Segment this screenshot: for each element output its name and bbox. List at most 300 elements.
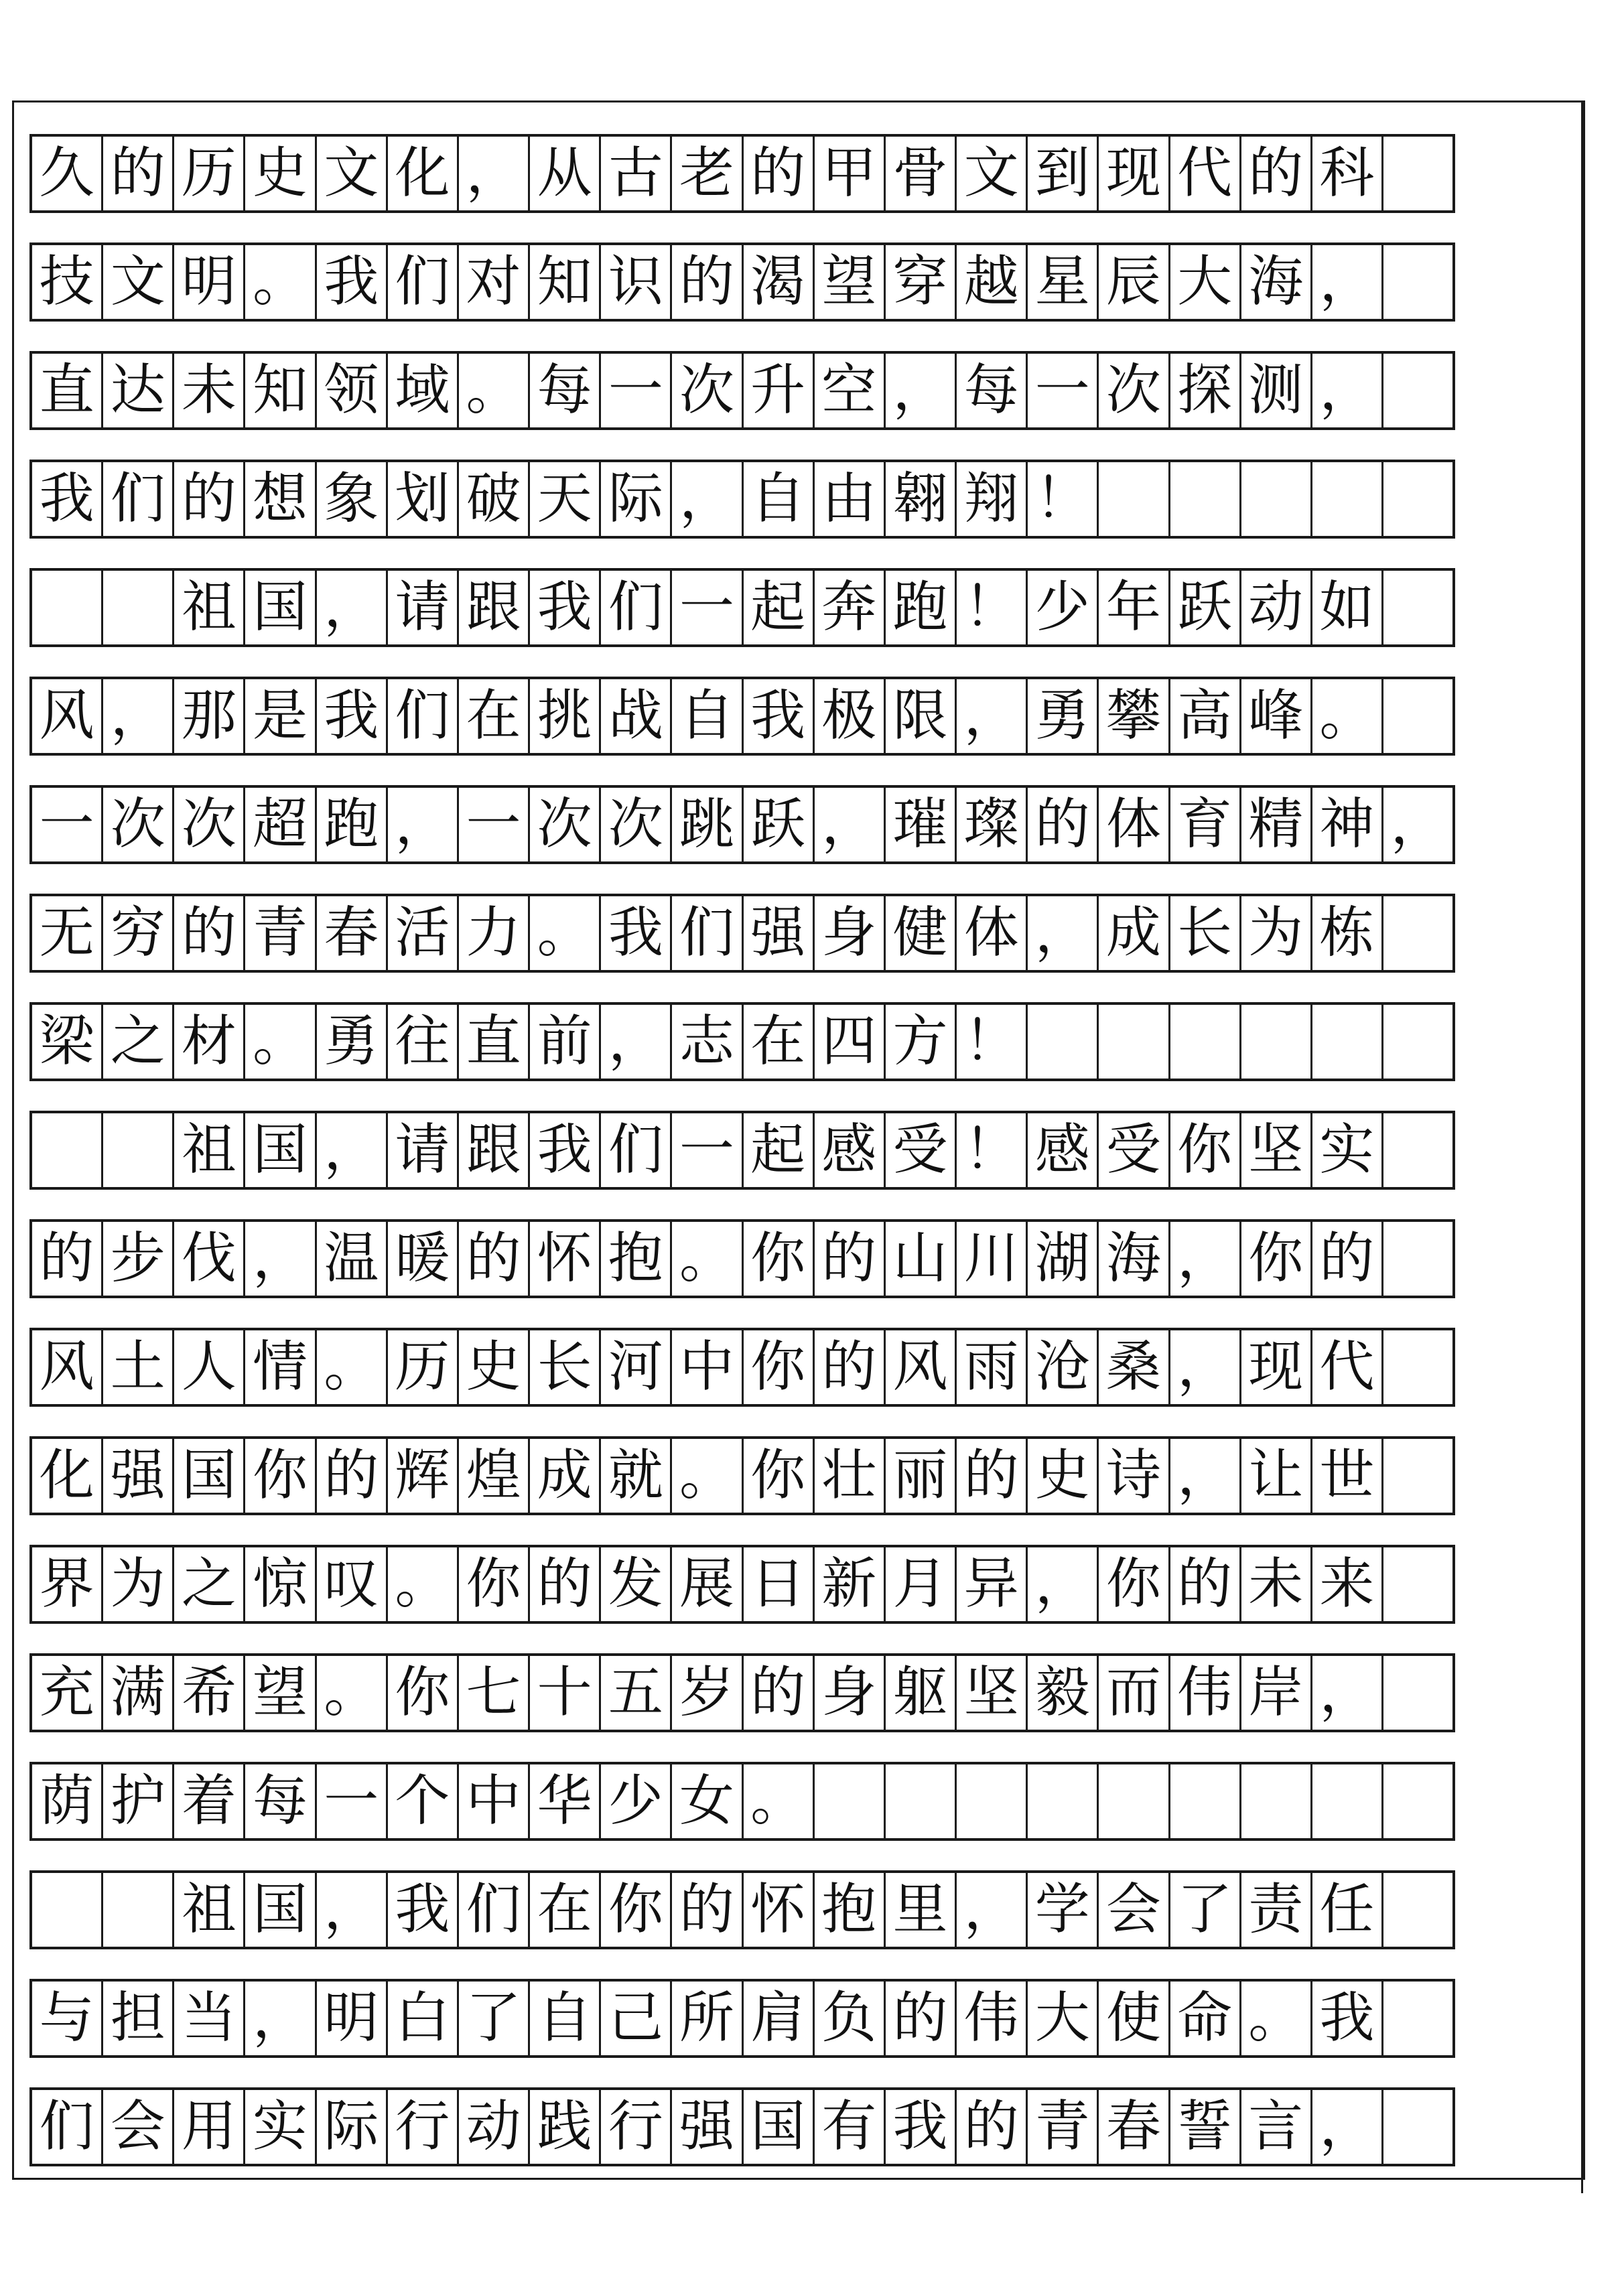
grid-row bbox=[29, 1002, 1455, 1081]
grid-cell: 未 bbox=[174, 354, 245, 427]
grid-cell: 知 bbox=[530, 245, 601, 319]
grid-cell: 护 bbox=[103, 1764, 174, 1838]
grid-cell: 月 bbox=[886, 1547, 957, 1621]
grid-cell: 会 bbox=[1099, 1873, 1170, 1947]
grid-cell: 材 bbox=[174, 1005, 245, 1079]
grid-cell: 国 bbox=[245, 1873, 316, 1947]
grid-cell: 一 bbox=[672, 571, 743, 644]
grid-cell bbox=[1383, 137, 1452, 210]
grid-cell: 山 bbox=[886, 1222, 957, 1296]
grid-cell: 文 bbox=[103, 245, 174, 319]
grid-cell: 在 bbox=[744, 1005, 815, 1079]
grid-cell bbox=[1241, 462, 1312, 536]
grid-cell bbox=[103, 571, 174, 644]
grid-cell: 叹 bbox=[317, 1547, 388, 1621]
grid-row bbox=[29, 242, 1455, 322]
grid-cell: 化 bbox=[32, 1439, 103, 1513]
grid-cell: 探 bbox=[1170, 354, 1241, 427]
grid-cell: 神 bbox=[1312, 788, 1383, 861]
grid-cell: 我 bbox=[317, 245, 388, 319]
grid-cell: 风 bbox=[32, 1330, 103, 1404]
grid-cell: 星 bbox=[1028, 245, 1099, 319]
grid-cell: 强 bbox=[103, 1439, 174, 1513]
grid-cell: 奔 bbox=[815, 571, 886, 644]
grid-cell: 在 bbox=[530, 1873, 601, 1947]
grid-cell bbox=[1383, 1982, 1452, 2055]
grid-cell: 起 bbox=[744, 571, 815, 644]
grid-cell: ， bbox=[886, 354, 957, 427]
grid-cell: 。 bbox=[1312, 679, 1383, 753]
grid-cell: 的 bbox=[32, 1222, 103, 1296]
grid-cell: 次 bbox=[530, 788, 601, 861]
grid-cell: 的 bbox=[1170, 1547, 1241, 1621]
grid-cell: 践 bbox=[530, 2090, 601, 2164]
grid-cell: 肩 bbox=[744, 1982, 815, 2055]
grid-cell: 们 bbox=[388, 679, 459, 753]
grid-cell: 希 bbox=[174, 1656, 245, 1730]
grid-cell: 体 bbox=[957, 896, 1028, 970]
grid-cell: 们 bbox=[601, 571, 672, 644]
grid-cell: 。 bbox=[672, 1439, 743, 1513]
grid-cell: 身 bbox=[815, 1656, 886, 1730]
grid-cell: 受 bbox=[1099, 1113, 1170, 1187]
grid-cell: 每 bbox=[957, 354, 1028, 427]
grid-cell: 的 bbox=[672, 1873, 743, 1947]
grid-cell: 科 bbox=[1312, 137, 1383, 210]
grid-cell: ， bbox=[1312, 2090, 1383, 2164]
grid-cell: 责 bbox=[1241, 1873, 1312, 1947]
grid-cell: 璀 bbox=[886, 788, 957, 861]
grid-cell: ， bbox=[245, 1982, 316, 2055]
grid-cell: 辉 bbox=[388, 1439, 459, 1513]
grid-cell bbox=[1028, 1764, 1099, 1838]
grid-cell: 感 bbox=[1028, 1113, 1099, 1187]
grid-cell: ， bbox=[601, 1005, 672, 1079]
grid-cell: 往 bbox=[388, 1005, 459, 1079]
grid-cell: ， bbox=[317, 1873, 388, 1947]
grid-cell: 青 bbox=[1028, 2090, 1099, 2164]
grid-cell: 有 bbox=[815, 2090, 886, 2164]
grid-cell bbox=[1312, 1005, 1383, 1079]
grid-cell: 情 bbox=[245, 1330, 316, 1404]
grid-cell: 充 bbox=[32, 1656, 103, 1730]
grid-cell: 国 bbox=[174, 1439, 245, 1513]
grid-cell: ， bbox=[317, 571, 388, 644]
grid-cell bbox=[1383, 896, 1452, 970]
grid-cell bbox=[1383, 1547, 1452, 1621]
grid-row bbox=[29, 894, 1455, 973]
page-edge bbox=[1573, 100, 1583, 2193]
grid-cell: 史 bbox=[459, 1330, 530, 1404]
grid-cell: 成 bbox=[1099, 896, 1170, 970]
grid-cell: 自 bbox=[530, 1982, 601, 2055]
grid-cell: 璨 bbox=[957, 788, 1028, 861]
grid-row bbox=[29, 1653, 1455, 1732]
grid-cell: 直 bbox=[32, 354, 103, 427]
grid-row bbox=[29, 1545, 1455, 1624]
grid-cell: 限 bbox=[886, 679, 957, 753]
grid-cell: 伐 bbox=[174, 1222, 245, 1296]
grid-cell: 的 bbox=[1312, 1222, 1383, 1296]
grid-cell: ！ bbox=[957, 1005, 1028, 1079]
grid-cell: 想 bbox=[245, 462, 316, 536]
grid-cell: 无 bbox=[32, 896, 103, 970]
grid-cell: 的 bbox=[744, 137, 815, 210]
grid-cell: 在 bbox=[459, 679, 530, 753]
grid-cell: 行 bbox=[601, 2090, 672, 2164]
grid-cell: 技 bbox=[32, 245, 103, 319]
grid-cell: ， bbox=[459, 137, 530, 210]
grid-cell: 五 bbox=[601, 1656, 672, 1730]
grid-cell: 勇 bbox=[1028, 679, 1099, 753]
grid-cell: ， bbox=[1028, 1547, 1099, 1621]
grid-cell: 祖 bbox=[174, 1873, 245, 1947]
grid-cell: 每 bbox=[530, 354, 601, 427]
grid-cell bbox=[1383, 1873, 1452, 1947]
grid-cell: 我 bbox=[388, 1873, 459, 1947]
grid-cell: 新 bbox=[815, 1547, 886, 1621]
grid-cell: 跃 bbox=[1170, 571, 1241, 644]
grid-cell: 是 bbox=[245, 679, 316, 753]
grid-cell bbox=[1241, 1764, 1312, 1838]
grid-cell: 起 bbox=[744, 1113, 815, 1187]
grid-cell: 长 bbox=[1170, 896, 1241, 970]
grid-cell: 的 bbox=[1028, 788, 1099, 861]
grid-cell: 体 bbox=[1099, 788, 1170, 861]
grid-cell: 一 bbox=[672, 1113, 743, 1187]
grid-cell: 国 bbox=[245, 1113, 316, 1187]
grid-cell: ， bbox=[1028, 896, 1099, 970]
grid-cell: 甲 bbox=[815, 137, 886, 210]
grid-cell: 春 bbox=[317, 896, 388, 970]
grid-cell bbox=[1099, 1764, 1170, 1838]
grid-cell: ， bbox=[1390, 792, 1446, 856]
grid-cell: 伟 bbox=[957, 1982, 1028, 2055]
grid-cell: 人 bbox=[174, 1330, 245, 1404]
grid-cell: 与 bbox=[32, 1982, 103, 2055]
grid-cell: 就 bbox=[601, 1439, 672, 1513]
grid-cell: 强 bbox=[672, 2090, 743, 2164]
grid-cell: 历 bbox=[174, 137, 245, 210]
grid-cell: 请 bbox=[388, 571, 459, 644]
grid-cell: ， bbox=[1170, 1439, 1241, 1513]
grid-cell bbox=[1241, 1005, 1312, 1079]
grid-cell: 着 bbox=[174, 1764, 245, 1838]
grid-cell bbox=[1312, 1764, 1383, 1838]
grid-cell: 春 bbox=[1099, 2090, 1170, 2164]
grid-cell: 们 bbox=[459, 1873, 530, 1947]
grid-cell: 次 bbox=[601, 788, 672, 861]
grid-cell: 动 bbox=[1241, 571, 1312, 644]
grid-cell: 我 bbox=[886, 2090, 957, 2164]
grid-cell: 的 bbox=[103, 137, 174, 210]
grid-cell: 的 bbox=[815, 1330, 886, 1404]
grid-cell: 文 bbox=[957, 137, 1028, 210]
grid-cell: 那 bbox=[174, 679, 245, 753]
grid-cell: 一 bbox=[1028, 354, 1099, 427]
grid-cell: 而 bbox=[1099, 1656, 1170, 1730]
grid-cell bbox=[1383, 1764, 1452, 1838]
grid-cell: ， bbox=[672, 462, 743, 536]
grid-cell: 达 bbox=[103, 354, 174, 427]
grid-cell: 直 bbox=[459, 1005, 530, 1079]
grid-cell: 我 bbox=[1312, 1982, 1383, 2055]
grid-cell: 的 bbox=[1241, 137, 1312, 210]
grid-cell: 的 bbox=[815, 1222, 886, 1296]
grid-cell: 誓 bbox=[1170, 2090, 1241, 2164]
grid-cell: 实 bbox=[245, 2090, 316, 2164]
grid-cell bbox=[1170, 462, 1241, 536]
grid-cell: 土 bbox=[103, 1330, 174, 1404]
grid-cell: 育 bbox=[1170, 788, 1241, 861]
grid-cell: 煌 bbox=[459, 1439, 530, 1513]
grid-cell: 峰 bbox=[1241, 679, 1312, 753]
grid-cell: 健 bbox=[886, 896, 957, 970]
grid-cell: 明 bbox=[317, 1982, 388, 2055]
grid-cell bbox=[1383, 354, 1452, 427]
grid-cell bbox=[1383, 679, 1452, 753]
grid-cell: 七 bbox=[459, 1656, 530, 1730]
grid-cell: 中 bbox=[672, 1330, 743, 1404]
grid-cell bbox=[32, 1873, 103, 1947]
grid-cell: 你 bbox=[601, 1873, 672, 1947]
grid-cell: 骨 bbox=[886, 137, 957, 210]
grid-cell: 。 bbox=[317, 1330, 388, 1404]
grid-cell: 自 bbox=[672, 679, 743, 753]
grid-cell: 未 bbox=[1241, 1547, 1312, 1621]
grid-cell: 己 bbox=[601, 1982, 672, 2055]
grid-cell: 世 bbox=[1312, 1439, 1383, 1513]
grid-cell: 识 bbox=[601, 245, 672, 319]
grid-cell: 跃 bbox=[744, 788, 815, 861]
grid-cell: 十 bbox=[530, 1656, 601, 1730]
grid-cell: 跳 bbox=[672, 788, 743, 861]
grid-cell: 受 bbox=[886, 1113, 957, 1187]
grid-cell: 。 bbox=[672, 1222, 743, 1296]
grid-cell: 用 bbox=[174, 2090, 245, 2164]
grid-cell: 我 bbox=[530, 1113, 601, 1187]
grid-cell: 。 bbox=[459, 354, 530, 427]
grid-cell: 志 bbox=[672, 1005, 743, 1079]
grid-cell: 抱 bbox=[815, 1873, 886, 1947]
grid-cell: 跑 bbox=[317, 788, 388, 861]
grid-cell: 一 bbox=[459, 788, 530, 861]
grid-cell: 海 bbox=[1241, 245, 1312, 319]
grid-cell: 里 bbox=[886, 1873, 957, 1947]
grid-cell: 年 bbox=[1099, 571, 1170, 644]
grid-cell: 你 bbox=[388, 1656, 459, 1730]
grid-cell: 梁 bbox=[32, 1005, 103, 1079]
grid-cell: 我 bbox=[601, 896, 672, 970]
grid-cell: 毅 bbox=[1028, 1656, 1099, 1730]
grid-cell: 坚 bbox=[957, 1656, 1028, 1730]
grid-cell bbox=[1170, 1764, 1241, 1838]
grid-cell: 抱 bbox=[601, 1222, 672, 1296]
grid-cell bbox=[1099, 462, 1170, 536]
grid-cell: 久 bbox=[32, 137, 103, 210]
grid-row bbox=[29, 785, 1455, 864]
grid-cell: 的 bbox=[530, 1547, 601, 1621]
grid-cell: 荫 bbox=[32, 1764, 103, 1838]
grid-cell bbox=[815, 1764, 886, 1838]
grid-cell: 所 bbox=[672, 1982, 743, 2055]
grid-cell: 祖 bbox=[174, 1113, 245, 1187]
grid-cell: 岁 bbox=[672, 1656, 743, 1730]
grid-cell: ！ bbox=[957, 1113, 1028, 1187]
grid-cell: ， bbox=[815, 788, 886, 861]
grid-cell: 让 bbox=[1241, 1439, 1312, 1513]
grid-cell: 升 bbox=[744, 354, 815, 427]
grid-cell: 一 bbox=[601, 354, 672, 427]
grid-cell: 的 bbox=[174, 896, 245, 970]
grid-cell: 会 bbox=[103, 2090, 174, 2164]
grid-cell: 。 bbox=[317, 1656, 388, 1730]
grid-cell: 代 bbox=[1312, 1330, 1383, 1404]
grid-cell: 望 bbox=[815, 245, 886, 319]
grid-cell: 之 bbox=[174, 1547, 245, 1621]
grid-cell: 学 bbox=[1028, 1873, 1099, 1947]
grid-cell: 化 bbox=[388, 137, 459, 210]
grid-cell bbox=[103, 1873, 174, 1947]
grid-cell: 行 bbox=[388, 2090, 459, 2164]
grid-cell: 超 bbox=[245, 788, 316, 861]
grid-cell: ， bbox=[957, 1873, 1028, 1947]
grid-cell: 惊 bbox=[245, 1547, 316, 1621]
grid-cell: 河 bbox=[601, 1330, 672, 1404]
grid-cell: ， bbox=[317, 1113, 388, 1187]
grid-cell: 穷 bbox=[103, 896, 174, 970]
grid-cell: 躯 bbox=[886, 1656, 957, 1730]
grid-cell: 使 bbox=[1099, 1982, 1170, 2055]
grid-cell: 次 bbox=[174, 788, 245, 861]
grid-cell: 破 bbox=[459, 462, 530, 536]
grid-cell: 如 bbox=[1312, 571, 1383, 644]
grid-cell: 任 bbox=[1312, 1873, 1383, 1947]
grid-cell: 你 bbox=[245, 1439, 316, 1513]
grid-cell: 。 bbox=[1241, 1982, 1312, 2055]
grid-cell: 国 bbox=[744, 2090, 815, 2164]
grid-cell: 你 bbox=[744, 1439, 815, 1513]
grid-cell bbox=[1383, 1439, 1452, 1513]
grid-cell: 你 bbox=[1241, 1222, 1312, 1296]
grid-cell: ， bbox=[388, 788, 459, 861]
grid-cell: 的 bbox=[886, 1982, 957, 2055]
grid-cell: ， bbox=[1312, 1656, 1383, 1730]
grid-cell: 前 bbox=[530, 1005, 601, 1079]
grid-cell: 温 bbox=[317, 1222, 388, 1296]
grid-cell: 四 bbox=[815, 1005, 886, 1079]
grid-cell: 命 bbox=[1170, 1982, 1241, 2055]
grid-cell: 历 bbox=[388, 1330, 459, 1404]
grid-cell: 海 bbox=[1099, 1222, 1170, 1296]
grid-cell: 国 bbox=[245, 571, 316, 644]
grid-cell bbox=[1028, 1005, 1099, 1079]
grid-cell: 你 bbox=[1170, 1113, 1241, 1187]
grid-cell: 由 bbox=[815, 462, 886, 536]
grid-cell: 际 bbox=[317, 2090, 388, 2164]
grid-cell: 领 bbox=[317, 354, 388, 427]
grid-cell: 实 bbox=[1312, 1113, 1383, 1187]
grid-cell: 我 bbox=[32, 462, 103, 536]
grid-cell: 的 bbox=[957, 2090, 1028, 2164]
grid-cell: 代 bbox=[1170, 137, 1241, 210]
grid-cell bbox=[32, 1113, 103, 1187]
grid-cell: 们 bbox=[672, 896, 743, 970]
grid-row bbox=[29, 1762, 1455, 1841]
grid-cell bbox=[1383, 1222, 1452, 1296]
grid-cell: 满 bbox=[103, 1656, 174, 1730]
grid-cell: 的 bbox=[744, 1656, 815, 1730]
grid-cell: 活 bbox=[388, 896, 459, 970]
grid-cell: 了 bbox=[1170, 1873, 1241, 1947]
grid-cell: 风 bbox=[32, 679, 103, 753]
grid-cell: ， bbox=[245, 1222, 316, 1296]
grid-cell: 祖 bbox=[174, 571, 245, 644]
grid-cell bbox=[957, 1764, 1028, 1838]
grid-cell: 自 bbox=[744, 462, 815, 536]
grid-cell: 次 bbox=[103, 788, 174, 861]
grid-cell: 一 bbox=[317, 1764, 388, 1838]
grid-cell: 身 bbox=[815, 896, 886, 970]
grid-cell: 天 bbox=[530, 462, 601, 536]
grid-cell: 你 bbox=[744, 1222, 815, 1296]
grid-cell: 之 bbox=[103, 1005, 174, 1079]
grid-cell bbox=[103, 1113, 174, 1187]
grid-row bbox=[29, 1436, 1455, 1515]
grid-cell: ， bbox=[1312, 245, 1383, 319]
grid-cell: 越 bbox=[957, 245, 1028, 319]
grid-cell: 。 bbox=[530, 896, 601, 970]
grid-cell: 长 bbox=[530, 1330, 601, 1404]
grid-cell: 了 bbox=[459, 1982, 530, 2055]
grid-cell: 方 bbox=[886, 1005, 957, 1079]
grid-cell: 翱 bbox=[886, 462, 957, 536]
grid-cell: 战 bbox=[601, 679, 672, 753]
grid-cell: 日 bbox=[744, 1547, 815, 1621]
grid-cell: 次 bbox=[1099, 354, 1170, 427]
grid-cell: 少 bbox=[1028, 571, 1099, 644]
grid-cell: 负 bbox=[815, 1982, 886, 2055]
grid-cell: 的 bbox=[459, 1222, 530, 1296]
grid-cell bbox=[1383, 2090, 1452, 2164]
grid-cell: 动 bbox=[459, 2090, 530, 2164]
grid-cell: 勇 bbox=[317, 1005, 388, 1079]
grid-cell: 。 bbox=[245, 1005, 316, 1079]
grid-cell: 川 bbox=[957, 1222, 1028, 1296]
grid-cell bbox=[1383, 1005, 1452, 1079]
grid-cell: 明 bbox=[174, 245, 245, 319]
grid-cell: 女 bbox=[672, 1764, 743, 1838]
grid-cell: 测 bbox=[1241, 354, 1312, 427]
grid-cell: 言 bbox=[1241, 2090, 1312, 2164]
grid-cell bbox=[1383, 462, 1452, 536]
grid-cell: 现 bbox=[1099, 137, 1170, 210]
grid-cell: 担 bbox=[103, 1982, 174, 2055]
grid-cell: ！ bbox=[957, 571, 1028, 644]
grid-cell: 白 bbox=[388, 1982, 459, 2055]
grid-cell: 现 bbox=[1241, 1330, 1312, 1404]
grid-cell: 为 bbox=[103, 1547, 174, 1621]
grid-cell: 坚 bbox=[1241, 1113, 1312, 1187]
grid-cell: 辰 bbox=[1099, 245, 1170, 319]
grid-cell: 史 bbox=[1028, 1439, 1099, 1513]
grid-cell: 攀 bbox=[1099, 679, 1170, 753]
grid-cell: 湖 bbox=[1028, 1222, 1099, 1296]
grid-cell: 文 bbox=[317, 137, 388, 210]
grid-cell: 华 bbox=[530, 1764, 601, 1838]
grid-cell: 望 bbox=[245, 1656, 316, 1730]
grid-cell: 。 bbox=[245, 245, 316, 319]
